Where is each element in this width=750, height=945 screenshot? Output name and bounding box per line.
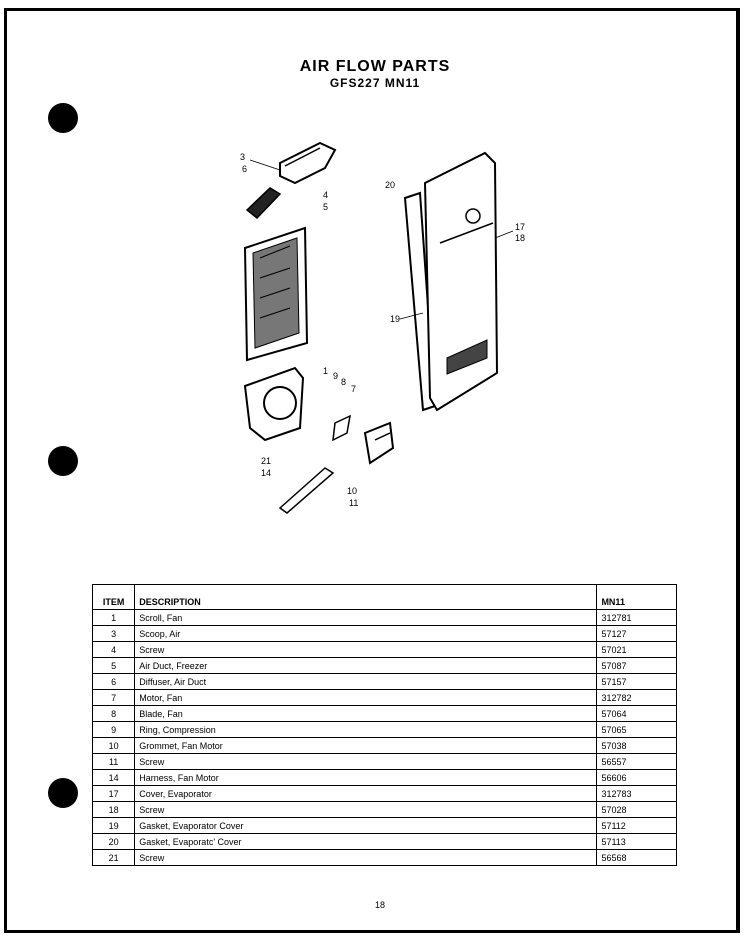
parts-number: 57038 — [597, 738, 677, 754]
parts-description: Gasket, Evaporatc' Cover — [135, 834, 597, 850]
parts-number: 312782 — [597, 690, 677, 706]
parts-item-number: 4 — [93, 642, 135, 658]
model-number: GFS227 MN11 — [329, 76, 421, 90]
parts-item-number: 18 — [93, 802, 135, 818]
parts-item-number: 20 — [93, 834, 135, 850]
parts-description: Grommet, Fan Motor — [135, 738, 597, 754]
table-row — [93, 786, 677, 802]
parts-table — [92, 584, 677, 866]
callout-10: 10 — [347, 486, 358, 496]
exploded-parts-diagram — [225, 128, 555, 528]
callout-8: 8 — [341, 377, 347, 387]
parts-description: Blade, Fan — [135, 706, 597, 722]
callout-4: 4 — [323, 190, 329, 200]
table-row — [93, 626, 677, 642]
table-row — [93, 722, 677, 738]
callout-3: 3 — [240, 152, 246, 162]
parts-description: Screw — [135, 642, 597, 658]
table-row — [93, 658, 677, 674]
parts-number: 57112 — [597, 818, 677, 834]
diffuser-part — [247, 188, 280, 218]
callout-18: 18 — [515, 233, 526, 243]
table-row — [93, 850, 677, 866]
parts-item-number: 1 — [93, 610, 135, 626]
parts-item-number: 8 — [93, 706, 135, 722]
fan-motor-part — [365, 423, 393, 463]
callout-6: 6 — [242, 164, 248, 174]
parts-item-number: 21 — [93, 850, 135, 866]
binder-hole-bottom — [48, 778, 78, 808]
page-title: AIR FLOW PARTS — [299, 58, 451, 75]
parts-number: 312781 — [597, 610, 677, 626]
parts-description: Ring, Compression — [135, 722, 597, 738]
evaporator-cover-part — [425, 153, 497, 410]
fan-scroll-part — [245, 368, 303, 440]
callout-5: 5 — [323, 202, 329, 212]
parts-number: 57157 — [597, 674, 677, 690]
parts-item-number: 5 — [93, 658, 135, 674]
parts-number: 57065 — [597, 722, 677, 738]
parts-description: Scroll, Fan — [135, 610, 597, 626]
parts-item-number: 6 — [93, 674, 135, 690]
parts-description: Screw — [135, 802, 597, 818]
parts-number: 57064 — [597, 706, 677, 722]
table-row — [93, 738, 677, 754]
parts-number: 57127 — [597, 626, 677, 642]
column-header-description: DESCRIPTION — [135, 585, 597, 610]
table-row — [93, 674, 677, 690]
table-row — [93, 706, 677, 722]
callout-9: 9 — [333, 371, 339, 381]
table-row — [93, 754, 677, 770]
table-row — [93, 818, 677, 834]
callout-7: 7 — [351, 384, 357, 394]
parts-item-number: 17 — [93, 786, 135, 802]
parts-item-number: 3 — [93, 626, 135, 642]
table-row — [93, 610, 677, 626]
fan-motor-harness-part — [280, 468, 333, 513]
parts-number: 57021 — [597, 642, 677, 658]
binder-hole-top — [48, 103, 78, 133]
parts-number: 57113 — [597, 834, 677, 850]
callout-1: 1 — [323, 366, 329, 376]
air-scoop-part — [280, 143, 335, 183]
parts-item-number: 19 — [93, 818, 135, 834]
table-row — [93, 834, 677, 850]
parts-item-number: 14 — [93, 770, 135, 786]
parts-item-number: 10 — [93, 738, 135, 754]
callout-21: 21 — [261, 456, 272, 466]
parts-description: Air Duct, Freezer — [135, 658, 597, 674]
parts-number: 57087 — [597, 658, 677, 674]
binder-hole-middle — [48, 446, 78, 476]
parts-number: 56606 — [597, 770, 677, 786]
page-number: 18 — [375, 900, 386, 910]
parts-number: 56557 — [597, 754, 677, 770]
parts-item-number: 9 — [93, 722, 135, 738]
parts-item-number: 11 — [93, 754, 135, 770]
column-header-item: ITEM — [93, 585, 135, 610]
parts-description: Screw — [135, 754, 597, 770]
parts-description: Motor, Fan — [135, 690, 597, 706]
parts-description: Screw — [135, 850, 597, 866]
callout-17: 17 — [515, 222, 526, 232]
parts-description: Cover, Evaporator — [135, 786, 597, 802]
table-row — [93, 802, 677, 818]
table-row — [93, 642, 677, 658]
callout-20: 20 — [385, 180, 396, 190]
parts-item-number: 7 — [93, 690, 135, 706]
callout-14: 14 — [261, 468, 272, 478]
column-header-part-number: MN11 — [597, 585, 677, 610]
air-duct-part — [245, 228, 307, 360]
callout-11: 11 — [349, 498, 359, 508]
table-header-row — [93, 585, 677, 610]
parts-description: Gasket, Evaporator Cover — [135, 818, 597, 834]
fan-blade-part — [333, 416, 350, 440]
parts-description: Diffuser, Air Duct — [135, 674, 597, 690]
parts-number: 56568 — [597, 850, 677, 866]
callout-19: 19 — [390, 314, 401, 324]
table-row — [93, 690, 677, 706]
parts-number: 312783 — [597, 786, 677, 802]
parts-description: Scoop, Air — [135, 626, 597, 642]
parts-description: Harness, Fan Motor — [135, 770, 597, 786]
parts-number: 57028 — [597, 802, 677, 818]
table-row — [93, 770, 677, 786]
